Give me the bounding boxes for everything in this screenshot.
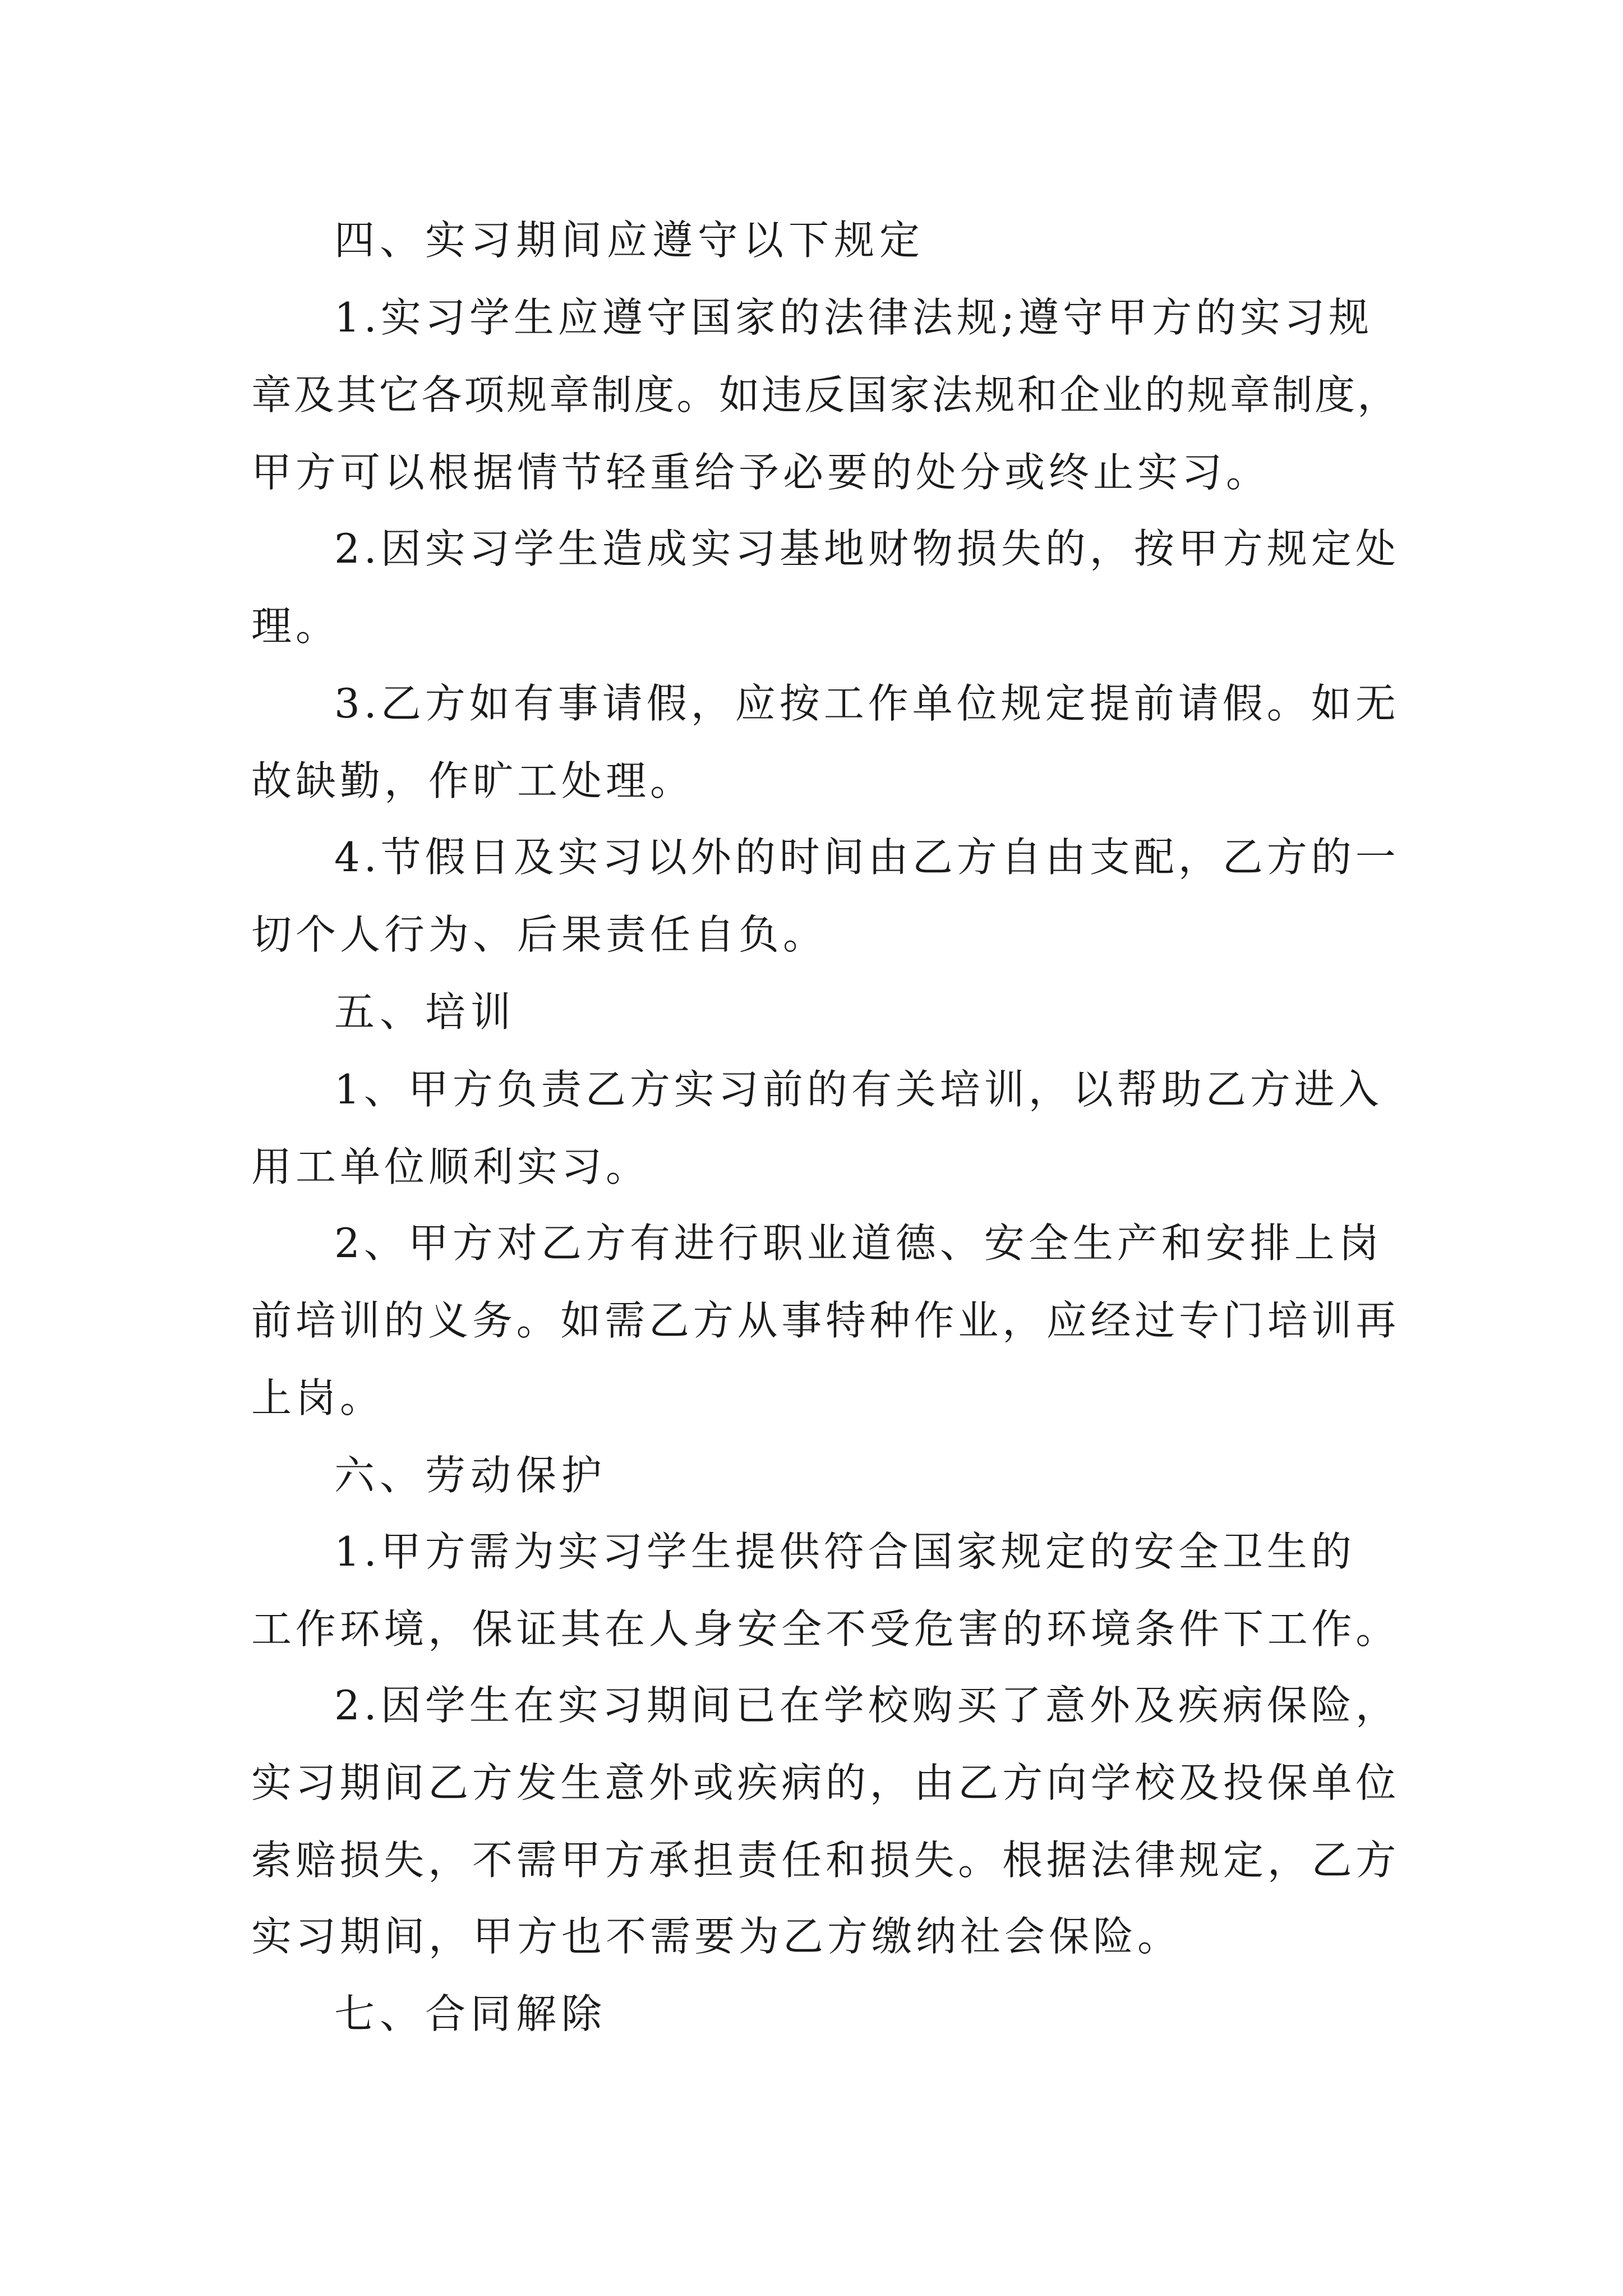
text-line: 1.甲方需为实习学生提供符合国家规定的安全卫生的	[334, 1528, 1355, 1575]
text-line: 2、甲方对乙方有进行职业道德、安全生产和安排上岗	[334, 1220, 1383, 1267]
text-line: 章及其它各项规章制度。如违反国家法规和企业的规章制度，	[251, 371, 1400, 418]
section-heading: 六、劳动保护	[334, 1452, 607, 1499]
text-line: 用工单位顺利实习。	[251, 1143, 651, 1190]
text-line: 2.因实习学生造成实习基地财物损失的，按甲方规定处	[334, 525, 1400, 572]
section-heading: 五、培训	[334, 988, 517, 1036]
text-line: 实习期间乙方发生意外或疾病的，由乙方向学校及投保单位	[251, 1759, 1400, 1806]
text-line: 上岗。	[251, 1374, 385, 1421]
section-heading: 四、实习期间应遵守以下规定	[334, 217, 925, 264]
section-heading: 七、合同解除	[334, 1990, 607, 2037]
text-line: 甲方可以根据情节轻重给予必要的处分或终止实习。	[251, 449, 1271, 496]
text-line: 工作环境，保证其在人身安全不受危害的环境条件下工作。	[251, 1605, 1400, 1653]
text-line: 3.乙方如有事请假，应按工作单位规定提前请假。如无	[334, 680, 1400, 727]
text-line: 索赔损失，不需甲方承担责任和损失。根据法律规定，乙方	[251, 1837, 1400, 1884]
text-line: 1.实习学生应遵守国家的法律法规;遵守甲方的实习规	[334, 294, 1373, 341]
text-line: 理。	[251, 602, 340, 650]
text-line: 故缺勤，作旷工处理。	[251, 757, 695, 804]
text-line: 1、甲方负责乙方实习前的有关培训，以帮助乙方进入	[334, 1066, 1383, 1113]
text-line: 4.节假日及实习以外的时间由乙方自由支配，乙方的一	[334, 834, 1400, 881]
text-line: 实习期间，甲方也不需要为乙方缴纳社会保险。	[251, 1913, 1182, 1960]
text-line: 前培训的义务。如需乙方从事特种作业，应经过专门培训再	[251, 1297, 1400, 1344]
text-line: 切个人行为、后果责任自负。	[251, 911, 828, 958]
text-line: 2.因学生在实习期间已在学校购买了意外及疾病保险，	[334, 1682, 1400, 1729]
